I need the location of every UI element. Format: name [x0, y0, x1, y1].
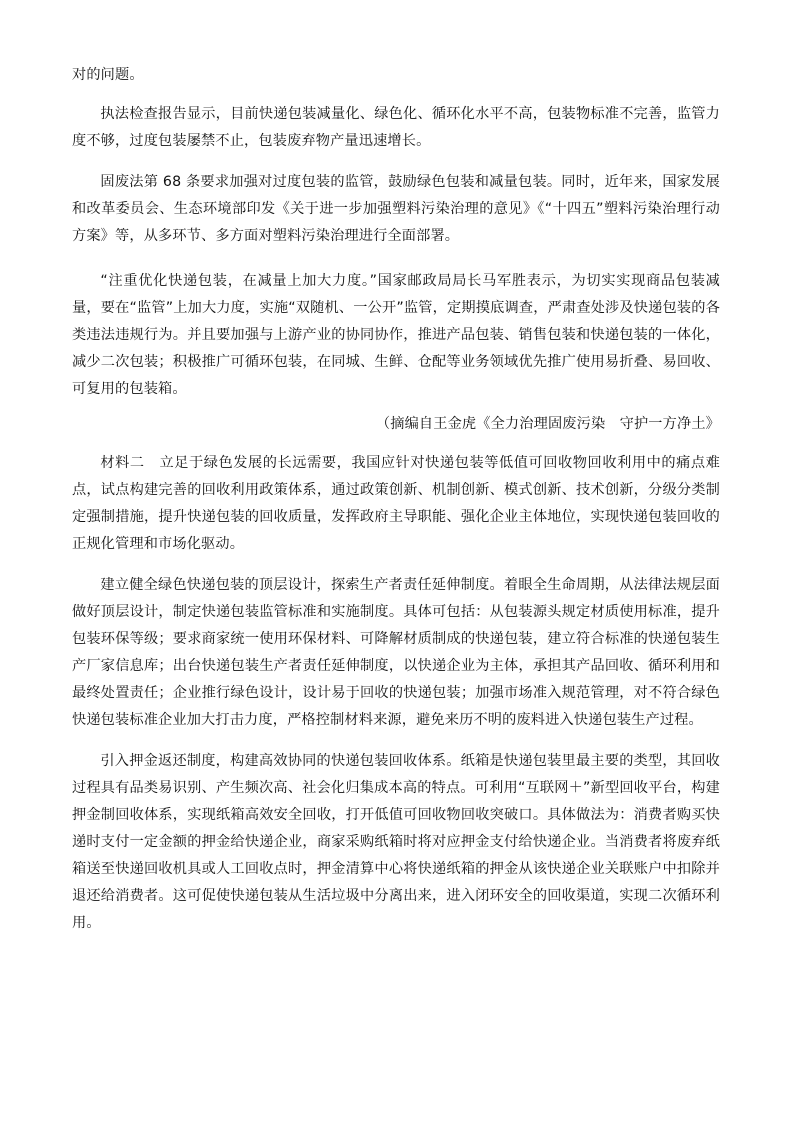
paragraph-inspection-report: 执法检查报告显示，目前快递包装减量化、绿色化、循环化水平不高，包装物标准不完善，监管力度不够，过度包装屡禁不止，包装废弃物产量迅速增长。 [72, 106, 720, 149]
paragraph-top-level-design: 建立健全绿色快递包装的顶层设计，探索生产者责任延伸制度。着眼全生命周期，从法律法规层面做好顶层设计，制定快递包装监管标准和实施制度。具体可包括：从包装源头规定材质使用标准，提升包装环保等级；要求商家统一使用环保材料、可降解材质制成的快递包装，建立符合标准的快递包装生产厂家信息库；出台快递包装生产者责任延伸制度，以快递企业为主体，承担其产品回收、循环利用和最终处置责任；企业推行绿色设计，设计易于回收的快递包装；加强市场准入规范管理，对不符合绿色快递包装标准企业加大打击力度，严格控制材料来源，避免来历不明的废料进入快递包装生产过程。 [72, 577, 720, 728]
document-page [72, 62, 720, 937]
paragraph-postal-bureau-quote: “注重优化快递包装，在减量上加大力度。”国家邮政局局长马军胜表示，为切实实现商品包装减量，要在“监管”上加大力度，实施“双随机、一公开”监管，定期摸底调查，严肃查处涉及快递包装的各类违法违规行为。并且要加强与上游产业的协同协作，推进产品包装、销售包装和快递包装的一体化，减少二次包装；积极推广可循环包装，在同城、生鲜、仓配等业务领域优先推广使用易折叠、易回收、可复用的包装箱。 [72, 273, 720, 397]
paragraph-continuation: 对的问题。 [72, 67, 144, 83]
paragraph-deposit-return: 引入押金返还制度，构建高效协同的快递包装回收体系。纸箱是快递包装里最主要的类型，其回收过程具有品类易识别、产生频次高、社会化归集成本高的特点。可利用“互联网＋”新型回收平台，构建押金制回收体系，实现纸箱高效安全回收，打开低值可回收物回收突破口。具体做法为：消费者购买快递时支付一定金额的押金给快递企业，商家采购纸箱时将对应押金支付给快递企业。当消费者将废弃纸箱送至快递回收机具或人工回收点时，押金清算中心将快递纸箱的押金从该快递企业关联账户中扣除并退还给消费者。这可促使快递包装从生活垃圾中分离出来，进入闭环安全的回收渠道，实现二次循环利用。 [72, 753, 720, 931]
source-citation: （摘编自王金虎《全力治理固废污染 守护一方净土》 [375, 416, 720, 432]
paragraph-material-two: 材料二 立足于绿色发展的长远需要，我国应针对快递包装等低值可回收物回收利用中的痛点难点，试点构建完善的回收利用政策体系，通过政策创新、机制创新、模式创新、技术创新，分级分类制定强制措施，提升快递包装的回收质量，发挥政府主导职能、强化企业主体地位，实现快递包装回收的正规化管理和市场化驱动。 [72, 455, 720, 552]
paragraph-solid-waste-law: 固废法第 68 条要求加强对过度包装的监管，鼓励绿色包装和减量包装。同时，近年来，国家发展和改革委员会、生态环境部印发《关于进一步加强塑料污染治理的意见》《“十四五”塑料污染治理行动方案》等，从多环节、多方面对塑料污染治理进行全面部署。 [72, 174, 720, 244]
